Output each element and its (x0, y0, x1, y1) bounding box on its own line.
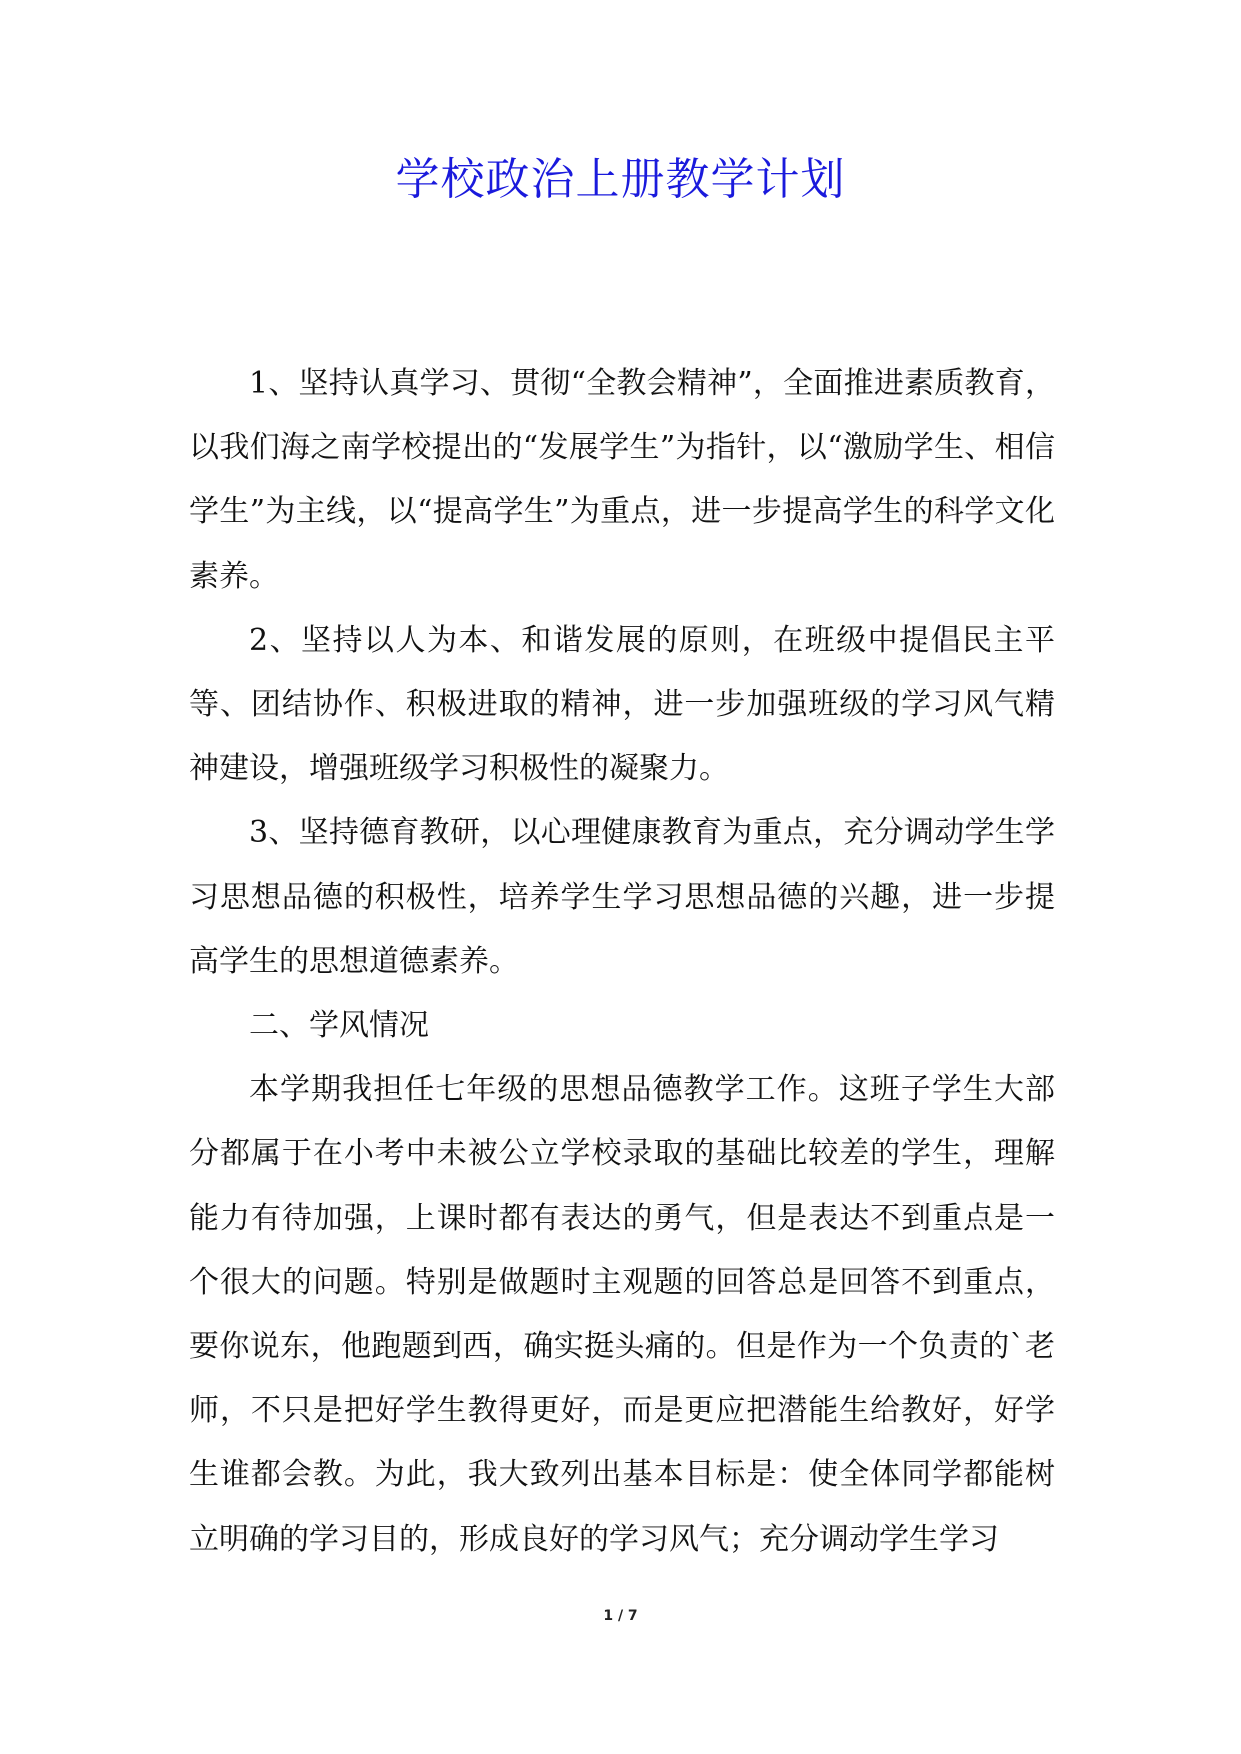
paragraph-2: 2、坚持以人为本、和谐发展的原则，在班级中提倡民主平等、团结协作、积极进取的精神，进一步加强班级的学习风气精神建设，增强班级学习积极性的凝聚力。 (189, 622, 1055, 787)
document-body (189, 352, 1055, 1572)
paragraph-3: 3、坚持德育教研，以心理健康教育为重点，充分调动学生学习思想品德的积极性，培养学生学习思想品德的兴趣，进一步提高学生的思想道德素养。 (189, 815, 1055, 979)
section-heading: 二、学风情况 (249, 1008, 429, 1044)
document-title: 学校政治上册教学计划 (395, 154, 846, 205)
page-number: 1 / 7 (603, 1608, 638, 1624)
paragraph-5: 本学期我担任七年级的思想品德教学工作。这班子学生大部分都属于在小考中未被公立学校录取的基础比较差的学生，理解能力有待加强，上课时都有表达的勇气，但是表达不到重点是一个很大的问题。特别是做题时主观题的回答总是回答不到重点，要你说东，他跑题到西，确实挺头痛的。但是作为一个负责的`老师，不只是把好学生教得更好，而是更应把潜能生给教好，好学生谁都会教。为此，我大致列出基本目标是：使全体同学都能树立明确的学习目的，形成良好的学习风气；充分调动学生学习 (189, 1072, 1055, 1557)
paragraph-1: 1、坚持认真学习、贯彻“全教会精神”，全面推进素质教育，以我们海之南学校提出的“发展学生”为指针，以“激励学生、相信学生”为主线，以“提高学生”为重点，进一步提高学生的科学文化素养。 (189, 366, 1055, 594)
